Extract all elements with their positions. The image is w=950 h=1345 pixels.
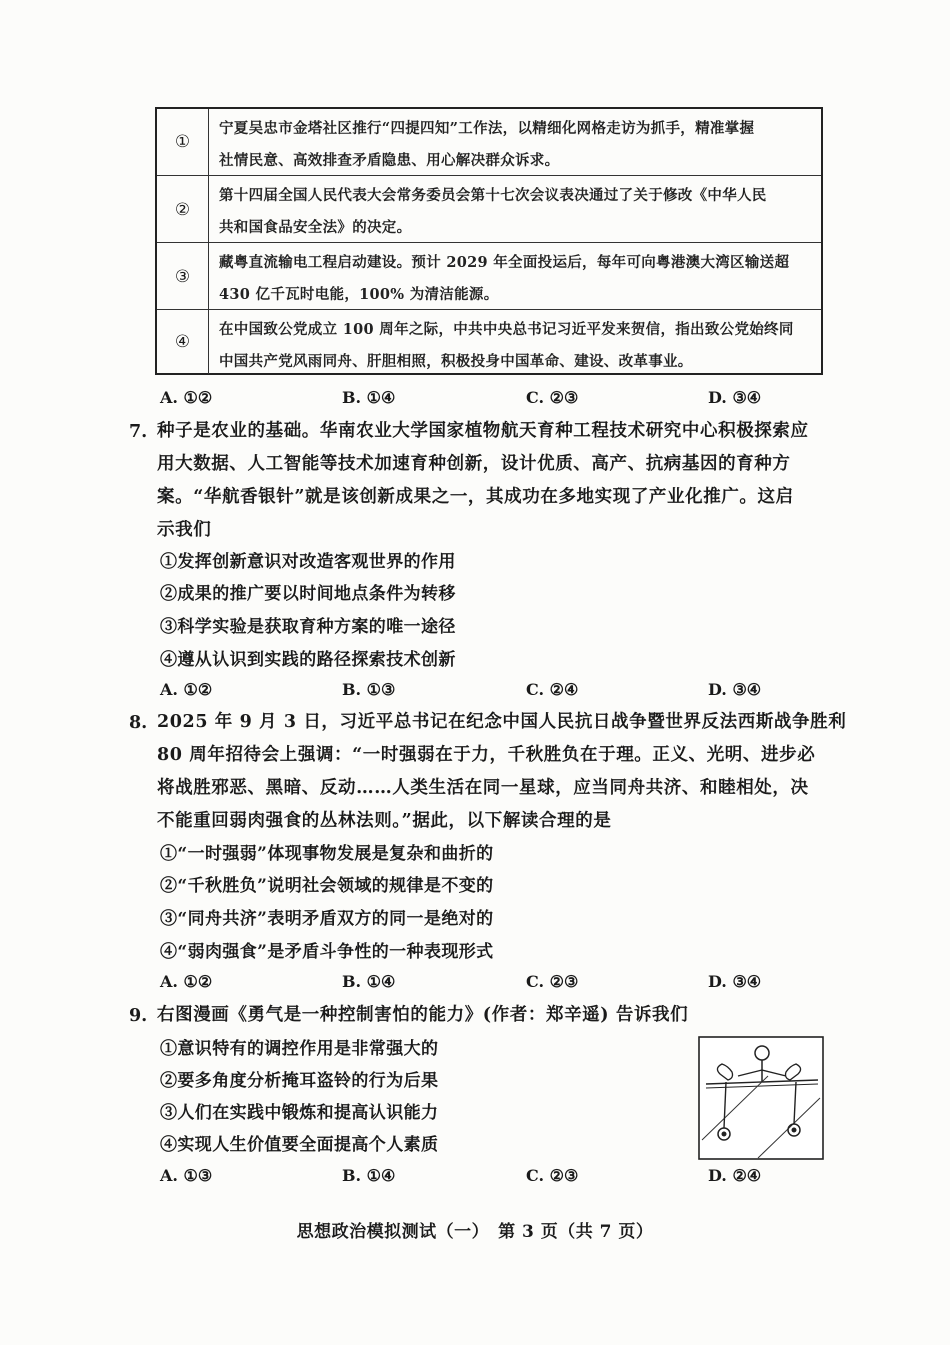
stem-line: 2025 年 9 月 3 日，习近平总书记在纪念中国人民抗日战争暨世界反法西斯战争胜利 (157, 712, 847, 732)
row-number: ④ (157, 310, 209, 374)
row-text (209, 243, 821, 310)
q8-number: 8. (129, 713, 148, 733)
option-a[interactable]: A. ①③ (160, 1166, 213, 1185)
row-number: ② (157, 176, 209, 243)
option-b[interactable]: B. ①④ (342, 972, 396, 991)
option-a[interactable]: A. ①② (160, 680, 213, 699)
option-b[interactable]: B. ①③ (342, 680, 396, 699)
option-d[interactable]: D. ③④ (708, 388, 762, 407)
option-b[interactable]: B. ①④ (342, 1166, 396, 1185)
q7-number: 7. (129, 422, 148, 442)
stem-line: 80 周年招待会上强调：“一时强弱在于力，千秋胜负在于理。正义、光明、进步必 (157, 745, 816, 765)
stem-line: 不能重回弱肉强食的丛林法则。”据此，以下解读合理的是 (157, 811, 612, 831)
option-a[interactable]: A. ①② (160, 388, 213, 407)
row-number: ③ (157, 243, 209, 310)
q9-item: ①意识特有的调控作用是非常强大的 (160, 1039, 439, 1059)
q7-item: ②成果的推广要以时间地点条件为转移 (160, 584, 456, 604)
q7-stem (157, 415, 837, 547)
option-d[interactable]: D. ③④ (708, 680, 762, 699)
row-text-line: 第十四届全国人民代表大会常务委员会第十七次会议表决通过了关于修改《中华人民 (219, 187, 767, 204)
option-c[interactable]: C. ②④ (526, 680, 579, 699)
row-text-line: 中国共产党风雨同舟、肝胆相照，积极投身中国革命、建设、改革事业。 (219, 353, 693, 370)
option-a[interactable]: A. ①② (160, 972, 213, 991)
q7-options (160, 680, 800, 706)
stem-line: 示我们 (157, 520, 212, 540)
q6-options (160, 388, 800, 414)
q8-item: ②“千秋胜负”说明社会领域的规律是不变的 (160, 876, 494, 896)
row-text-line: 共和国食品安全法》的决定。 (219, 219, 412, 236)
comic-illustration (698, 1036, 824, 1160)
option-d[interactable]: D. ②④ (708, 1166, 762, 1185)
row-text-line: 社情民意、高效排查矛盾隐患、用心解决群众诉求。 (219, 152, 560, 169)
stem-line: 案。“华航香银针”就是该创新成果之一，其成功在多地实现了产业化推广。这启 (157, 487, 794, 507)
q8-item: ③“同舟共济”表明矛盾双方的同一是绝对的 (160, 909, 494, 929)
q8-options (160, 972, 800, 998)
option-c[interactable]: C. ②③ (526, 388, 579, 407)
q7-item: ④遵从认识到实践的路径探索技术创新 (160, 650, 456, 670)
page-footer: 思想政治模拟测试（一） 第 3 页（共 7 页） (296, 1222, 654, 1242)
table-row (157, 309, 821, 374)
row-text-line: 在中国致公党成立 100 周年之际，中共中央总书记习近平发来贺信，指出致公党始终同 (219, 321, 794, 338)
q9-item: ③人们在实践中锻炼和提高认识能力 (160, 1103, 439, 1123)
q8-item: ④“弱肉强食”是矛盾斗争性的一种表现形式 (160, 942, 494, 962)
q9-stem: 右图漫画《勇气是一种控制害怕的能力》(作者：郑辛遥) 告诉我们 (157, 1005, 689, 1025)
table-row (157, 242, 821, 310)
row-text-line: 430 亿千瓦时电能，100% 为清洁能源。 (219, 286, 499, 303)
row-text-line: 藏粤直流输电工程启动建设。预计 2029 年全面投运后，每年可向粤港澳大湾区输送超 (219, 254, 790, 271)
q7-item: ①发挥创新意识对改造客观世界的作用 (160, 552, 456, 572)
row-text (209, 176, 821, 243)
q8-item: ①“一时强弱”体现事物发展是复杂和曲折的 (160, 844, 494, 864)
q8-stem (157, 706, 847, 838)
option-b[interactable]: B. ①④ (342, 388, 396, 407)
q7-item: ③科学实验是获取育种方案的唯一途径 (160, 617, 456, 637)
q9-options (160, 1166, 800, 1192)
table-row (157, 175, 821, 243)
q9-item: ②要多角度分析掩耳盗铃的行为后果 (160, 1071, 439, 1091)
table-row (157, 109, 821, 175)
q9-number: 9. (129, 1006, 148, 1026)
stem-line: 用大数据、人工智能等技术加速育种创新，设计优质、高产、抗病基因的育种方 (157, 454, 791, 474)
row-number: ① (157, 109, 209, 175)
row-text (209, 109, 821, 175)
materials-table (155, 107, 823, 375)
stem-line: 种子是农业的基础。华南农业大学国家植物航天育种工程技术研究中心积极探索应 (157, 421, 809, 441)
stem-line: 将战胜邪恶、黑暗、反动……人类生活在同一星球，应当同舟共济、和睦相处，决 (157, 778, 809, 798)
row-text-line: 宁夏吴忠市金塔社区推行“四提四知”工作法，以精细化网格走访为抓手，精准掌握 (219, 120, 755, 137)
option-c[interactable]: C. ②③ (526, 972, 579, 991)
option-c[interactable]: C. ②③ (526, 1166, 579, 1185)
q9-item: ④实现人生价值要全面提高个人素质 (160, 1135, 439, 1155)
option-d[interactable]: D. ③④ (708, 972, 762, 991)
row-text (209, 310, 821, 374)
